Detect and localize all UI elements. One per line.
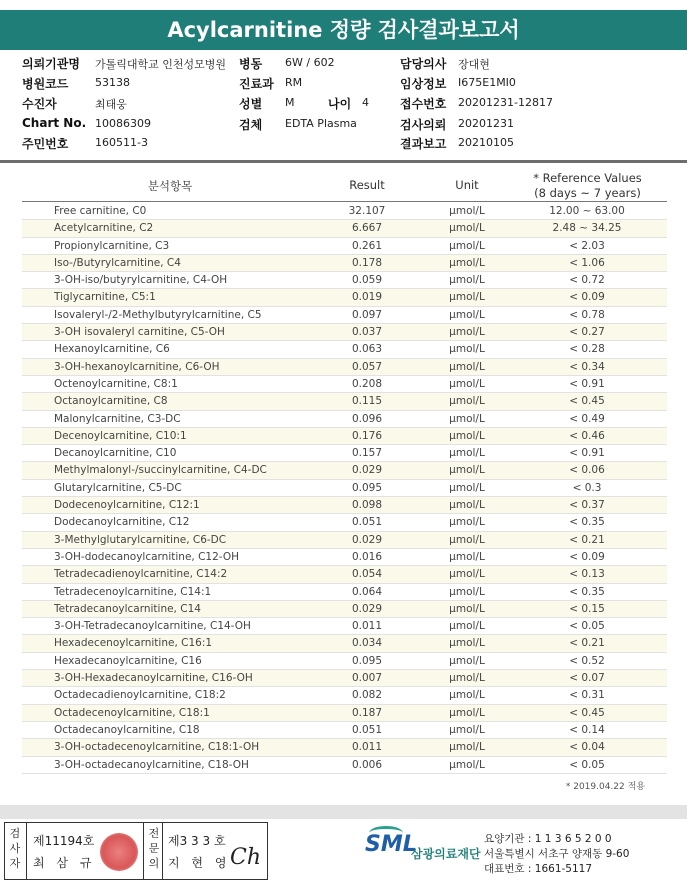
result-value: 0.059 (351, 274, 383, 287)
header-divider (0, 160, 687, 163)
reference-value: < 0.04 (569, 741, 605, 754)
reference-value: < 2.03 (569, 239, 605, 252)
table-row (22, 549, 667, 566)
unit-value: μmol/L (449, 499, 485, 512)
institution-label: 의뢰기관명 (22, 57, 80, 71)
col-unit-header: Unit (455, 178, 479, 192)
result-value: 0.006 (351, 758, 383, 771)
unit-value: μmol/L (449, 395, 485, 408)
footnote: * 2019.04.22 적용 (565, 782, 645, 792)
table-row (22, 376, 667, 393)
reference-value: < 0.78 (569, 308, 605, 321)
table-row (22, 670, 667, 687)
result-value: 0.029 (351, 464, 383, 477)
result-value: 0.178 (351, 256, 383, 269)
unit-value: μmol/L (449, 464, 485, 477)
sex-label: 성별 (239, 97, 263, 111)
reference-value: < 0.45 (569, 395, 605, 408)
table-row (22, 359, 667, 376)
unit-value: μmol/L (449, 308, 485, 321)
result-value: 0.057 (351, 360, 383, 373)
unit-value: μmol/L (449, 602, 485, 615)
reference-value: < 0.14 (569, 723, 605, 736)
result-value: 0.096 (351, 412, 383, 425)
table-row (22, 601, 667, 618)
reference-value: < 0.3 (572, 481, 602, 494)
result-value: 0.157 (351, 447, 383, 460)
reference-value: < 0.34 (569, 360, 605, 373)
table-row (22, 289, 667, 306)
table-row (22, 203, 667, 220)
table-row (22, 635, 667, 652)
specimen-value: EDTA Plasma (285, 117, 357, 130)
specialist-number: 제3 3 3 호 (168, 834, 226, 848)
table-row (22, 687, 667, 704)
analyte-name: 3-OH-hexanoylcarnitine, C6-OH (54, 360, 220, 373)
unit-value: μmol/L (449, 481, 485, 494)
reference-value: < 0.05 (569, 758, 605, 771)
lab-address: 서울특별시 서초구 양재동 9-60 (484, 848, 630, 860)
results-table (22, 203, 667, 774)
analyte-name: Free carnitine, C0 (54, 205, 147, 217)
unit-value: μmol/L (449, 360, 485, 373)
chart-value: 10086309 (95, 117, 151, 130)
specialist-name: 지 현 영 (168, 856, 231, 870)
seal-stamp-icon (100, 833, 138, 871)
hospital-code-value: 53138 (95, 76, 130, 89)
col-ref-header-line1: * Reference Values (533, 171, 642, 185)
lab-contact (484, 832, 629, 877)
col-ref-header-line2: (8 days ~ 7 years) (534, 186, 641, 200)
receipt-value: 20201231-12817 (458, 96, 553, 109)
reference-value: < 0.06 (569, 464, 605, 477)
unit-value: μmol/L (449, 291, 485, 304)
reference-value: < 0.09 (569, 550, 605, 563)
col-item-header: 분석항목 (147, 179, 193, 193)
analyte-name: 3-OH-octadecanoylcarnitine, C18-OH (54, 758, 249, 771)
result-value: 0.034 (351, 637, 383, 650)
report-date-value: 20210105 (458, 136, 514, 149)
reference-value: < 0.52 (569, 654, 605, 667)
unit-value: μmol/L (449, 239, 485, 252)
analyte-name: Octadecadienoylcarnitine, C18:2 (54, 689, 226, 702)
request-value: 20201231 (458, 117, 514, 130)
unit-value: μmol/L (449, 741, 485, 754)
unit-value: μmol/L (449, 377, 485, 390)
specialist-label-char: 의 (148, 857, 160, 870)
tester-name: 최 삼 규 (33, 856, 96, 870)
clinical-label: 임상정보 (400, 77, 447, 91)
analyte-name: Octenoylcarnitine, C8:1 (54, 377, 178, 390)
unit-value: μmol/L (449, 585, 485, 598)
result-value: 0.011 (351, 620, 383, 633)
unit-value: μmol/L (449, 637, 485, 650)
result-value: 0.176 (351, 429, 383, 442)
divider (143, 823, 144, 879)
analyte-name: Tiglycarnitine, C5:1 (54, 291, 156, 304)
clinical-value: I675E1MI0 (458, 76, 516, 89)
age-label: 나이 (328, 97, 352, 111)
table-row (22, 480, 667, 497)
unit-value: μmol/L (449, 222, 485, 235)
result-value: 0.007 (351, 672, 383, 685)
table-row (22, 757, 667, 774)
reference-value: < 0.45 (569, 706, 605, 719)
doctor-value: 장대현 (458, 58, 490, 71)
analyte-name: Hexadecenoylcarnitine, C16:1 (54, 637, 213, 650)
result-value: 0.011 (351, 741, 383, 754)
col-result-header: Result (349, 178, 385, 192)
unit-value: μmol/L (449, 533, 485, 546)
ward-label: 병동 (239, 57, 263, 71)
divider (26, 823, 27, 879)
lab-phone: 대표번호 : 1661-5117 (484, 863, 593, 875)
table-row (22, 445, 667, 462)
table-row (22, 722, 667, 739)
tester-label-char: 자 (9, 857, 21, 870)
analyte-name: Octadecanoylcarnitine, C18 (54, 723, 200, 736)
patient-info (0, 55, 687, 155)
unit-value: μmol/L (449, 654, 485, 667)
tester-label-char: 사 (9, 842, 21, 855)
analyte-name: 3-OH-iso/butyrylcarnitine, C4-OH (54, 274, 228, 287)
analyte-name: Decenoylcarnitine, C10:1 (54, 429, 187, 442)
result-value: 0.016 (351, 550, 383, 563)
result-value: 0.029 (351, 533, 383, 546)
table-row (22, 255, 667, 272)
table-row (22, 566, 667, 583)
reference-value: < 0.07 (569, 672, 605, 685)
result-value: 0.208 (351, 377, 383, 390)
analyte-name: 3-OH-Tetradecanoylcarnitine, C14-OH (54, 620, 251, 633)
specialist-label-char: 전 (148, 827, 160, 840)
analyte-name: 3-OH-dodecanoylcarnitine, C12-OH (54, 550, 240, 563)
unit-value: μmol/L (449, 672, 485, 685)
analyte-name: Tetradecenoylcarnitine, C14:1 (54, 585, 212, 598)
age-value: 4 (362, 96, 369, 109)
table-row (22, 428, 667, 445)
table-row (22, 341, 667, 358)
resident-value: 160511-3 (95, 136, 148, 149)
result-value: 0.051 (351, 516, 383, 529)
tester-label-char: 검 (9, 827, 21, 840)
resident-label: 주민번호 (22, 137, 69, 151)
table-row (22, 272, 667, 289)
table-row (22, 653, 667, 670)
result-value: 0.187 (351, 706, 383, 719)
signature-box (4, 822, 268, 880)
analyte-name: 3-OH-Hexadecanoylcarnitine, C16-OH (54, 672, 253, 685)
unit-value: μmol/L (449, 620, 485, 633)
analyte-name: 3-OH-octadecenoylcarnitine, C18:1-OH (54, 741, 260, 754)
result-value: 0.019 (351, 291, 383, 304)
table-row (22, 393, 667, 410)
analyte-name: Decanoylcarnitine, C10 (54, 447, 177, 460)
analyte-name: 3-Methylglutarylcarnitine, C6-DC (54, 533, 227, 546)
chart-label: Chart No. (22, 116, 87, 130)
reference-value: < 0.46 (569, 429, 605, 442)
table-row (22, 411, 667, 428)
reference-value: < 0.91 (569, 447, 605, 460)
result-value: 0.064 (351, 585, 383, 598)
unit-value: μmol/L (449, 205, 485, 217)
unit-value: μmol/L (449, 256, 485, 269)
institution-value: 가톨릭대학교 인천성모병원 (95, 58, 227, 71)
analyte-name: Hexadecanoylcarnitine, C16 (54, 654, 202, 667)
ward-value: 6W / 602 (285, 56, 335, 69)
table-row (22, 584, 667, 601)
result-value: 0.097 (351, 308, 383, 321)
table-row (22, 324, 667, 341)
result-value: 0.054 (351, 568, 383, 581)
lab-code: 요양기관 : 1 1 3 6 5 2 0 0 (484, 833, 612, 845)
reference-value: < 0.28 (569, 343, 605, 356)
analyte-name: Isovaleryl-/2-Methylbutyrylcarnitine, C5 (54, 308, 262, 321)
unit-value: μmol/L (449, 758, 485, 771)
reference-value: < 1.06 (569, 256, 605, 269)
analyte-name: Octadecenoylcarnitine, C18:1 (54, 706, 210, 719)
reference-value: < 0.35 (569, 516, 605, 529)
dept-value: RM (285, 76, 303, 89)
unit-value: μmol/L (449, 706, 485, 719)
reference-value: < 0.13 (569, 568, 605, 581)
table-header-line (22, 201, 667, 202)
analyte-name: Iso-/Butyrylcarnitine, C4 (54, 256, 181, 269)
unit-value: μmol/L (449, 447, 485, 460)
analyte-name: Malonylcarnitine, C3-DC (54, 412, 181, 425)
unit-value: μmol/L (449, 723, 485, 736)
reference-value: < 0.15 (569, 602, 605, 615)
table-row (22, 739, 667, 756)
analyte-name: Octanoylcarnitine, C8 (54, 395, 168, 408)
reference-value: < 0.49 (569, 412, 605, 425)
table-row (22, 307, 667, 324)
collector-value: 최태웅 (95, 98, 127, 111)
reference-value: < 0.37 (569, 499, 605, 512)
analyte-name: Hexanoylcarnitine, C6 (54, 343, 170, 356)
table-row (22, 618, 667, 635)
doctor-label: 담당의사 (400, 57, 447, 71)
analyte-name: Methylmalonyl-/succinylcarnitine, C4-DC (54, 464, 267, 477)
unit-value: μmol/L (449, 516, 485, 529)
sex-value: M (285, 96, 295, 109)
specialist-label-char: 문 (148, 842, 160, 855)
hospital-code-label: 병원코드 (22, 77, 69, 91)
lab-logo: SML (365, 832, 417, 857)
result-value: 0.115 (351, 395, 383, 408)
reference-value: < 0.91 (569, 377, 605, 390)
tester-number: 제11194호 (33, 834, 95, 848)
footer-divider (0, 805, 687, 819)
result-value: 0.261 (351, 239, 383, 252)
unit-value: μmol/L (449, 274, 485, 287)
table-row (22, 220, 667, 237)
result-value: 0.029 (351, 602, 383, 615)
reference-value: < 0.35 (569, 585, 605, 598)
specimen-label: 검체 (239, 118, 263, 132)
unit-value: μmol/L (449, 412, 485, 425)
unit-value: μmol/L (449, 429, 485, 442)
receipt-label: 접수번호 (400, 97, 447, 111)
analyte-name: Tetradecanoylcarnitine, C14 (54, 602, 201, 615)
unit-value: μmol/L (449, 343, 485, 356)
unit-value: μmol/L (449, 550, 485, 563)
report-title: Acylcarnitine 정량 검사결과보고서 (0, 10, 687, 50)
handwritten-signature: Ch (230, 845, 262, 870)
analyte-name: 3-OH isovaleryl carnitine, C5-OH (54, 326, 225, 339)
dept-label: 진료과 (239, 77, 274, 91)
reference-value: < 0.31 (569, 689, 605, 702)
reference-value: 2.48 ~ 34.25 (552, 222, 622, 235)
collector-label: 수진자 (22, 97, 57, 111)
result-value: 6.667 (351, 222, 383, 235)
table-row (22, 705, 667, 722)
divider (162, 823, 163, 879)
reference-value: < 0.09 (569, 291, 605, 304)
lab-name: 삼광의료재단 (411, 847, 481, 861)
specialist-vertical-label (147, 826, 161, 871)
analyte-name: Propionylcarnitine, C3 (54, 239, 170, 252)
reference-value: < 0.21 (569, 533, 605, 546)
reference-value: < 0.72 (569, 274, 605, 287)
reference-value: < 0.21 (569, 637, 605, 650)
result-value: 0.098 (351, 499, 383, 512)
analyte-name: Dodecanoylcarnitine, C12 (54, 516, 190, 529)
reference-value: 12.00 ~ 63.00 (549, 205, 625, 217)
result-value: 0.095 (351, 654, 383, 667)
table-row (22, 497, 667, 514)
analyte-name: Dodecenoylcarnitine, C12:1 (54, 499, 200, 512)
analyte-name: Acetylcarnitine, C2 (54, 222, 154, 235)
unit-value: μmol/L (449, 326, 485, 339)
result-value: 32.107 (348, 205, 386, 217)
table-row (22, 514, 667, 531)
report-date-label: 결과보고 (400, 137, 447, 151)
result-value: 0.051 (351, 723, 383, 736)
reference-value: < 0.05 (569, 620, 605, 633)
reference-value: < 0.27 (569, 326, 605, 339)
table-row (22, 238, 667, 255)
analyte-name: Tetradecadienoylcarnitine, C14:2 (54, 568, 228, 581)
result-value: 0.037 (351, 326, 383, 339)
unit-value: μmol/L (449, 568, 485, 581)
result-value: 0.082 (351, 689, 383, 702)
analyte-name: Glutarylcarnitine, C5-DC (54, 481, 182, 494)
unit-value: μmol/L (449, 689, 485, 702)
tester-vertical-label (8, 826, 22, 871)
result-value: 0.095 (351, 481, 383, 494)
table-row (22, 462, 667, 479)
table-row (22, 532, 667, 549)
request-label: 검사의뢰 (400, 118, 447, 132)
result-value: 0.063 (351, 343, 383, 356)
